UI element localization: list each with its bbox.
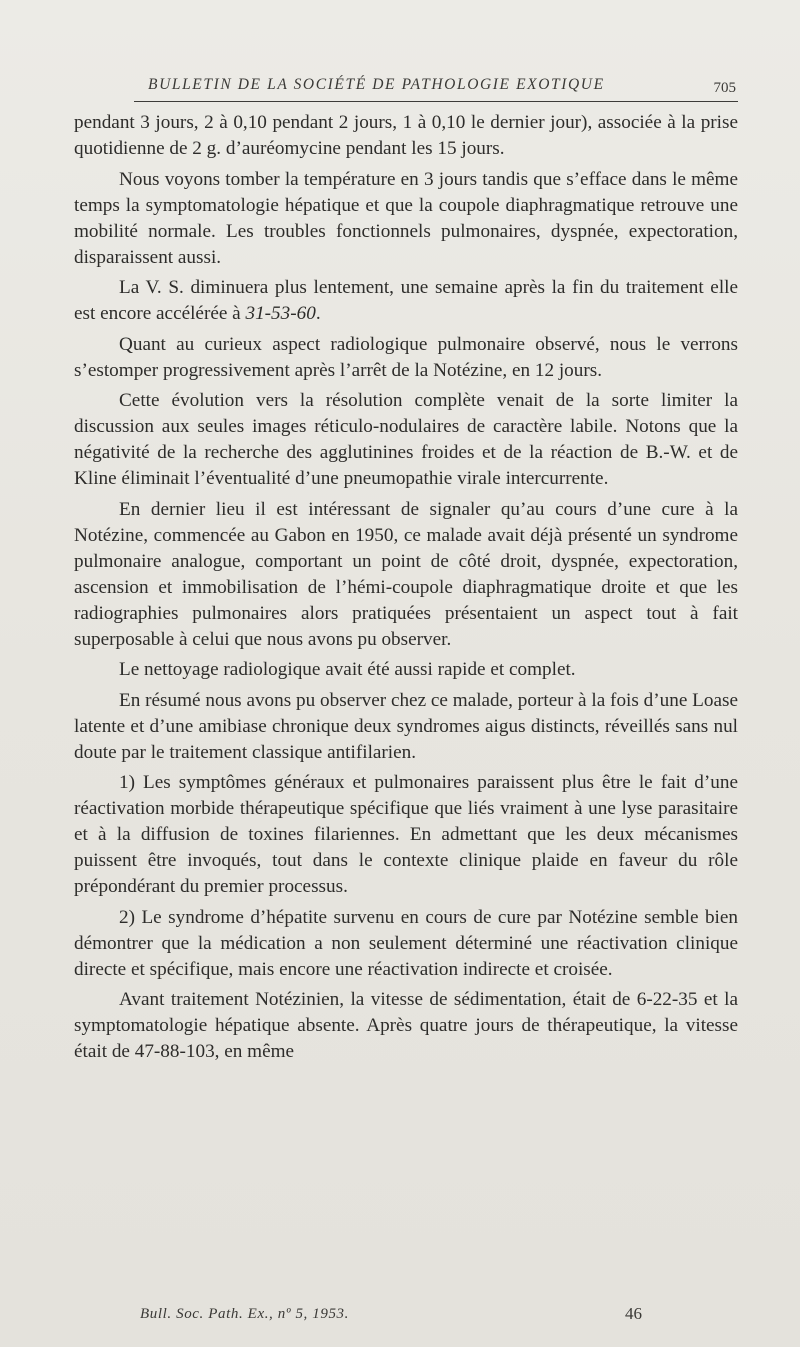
conclusion-point-2: 2) Le syndrome d’hépatite survenu en cours de cure par Notézine semble bien démontrer que la médication a non seulement déterminé une réactivation clinique directe et spécifique, mais encore une réactivation indirecte et croisée. [74, 906, 738, 980]
body-text [74, 110, 738, 1065]
paragraph: Nous voyons tomber la température en 3 jours tandis que s’efface dans le même temps la symptomatologie hépatique et que la coupole diaphragmatique retrouve une mobilité normale. Les troubles fonctionnels pulmonaires, dyspnée, expectoration, disparaissent aussi. [74, 168, 738, 268]
paragraph: Cette évolution vers la résolution complète venait de la sorte limiter la discussion aux seules images réticulo-nodulaires de caractère labile. Notons que la négativité de la recherche des agglutinines froides et de la réaction de B.-W. et de Kline éliminait l’éventualité d’une pneumopathie virale intercurrente. [74, 390, 738, 489]
paragraph: Le nettoyage radiologique avait été aussi rapide et complet. [119, 659, 576, 680]
footer-citation: Bull. Soc. Path. Ex., nº 5, 1953. [140, 1306, 350, 1322]
paragraph: En résumé nous avons pu observer chez ce malade, porteur à la fois d’une Loase latente et d’une amibiase chronique deux syndromes aigus distincts, réveillés sans nul doute par le traitement classique antifilarien. [74, 689, 738, 763]
paragraph: Quant au curieux aspect radiologique pulmonaire observé, nous le verrons s’estomper progressivement après l’arrêt de la Notézine, en 12 jours. [74, 333, 738, 381]
paragraph: Avant traitement Notézinien, la vitesse de sédimentation, était de 6-22-35 et la symptomatologie hépatique absente. Après quatre jours de thérapeutique, la vitesse était de 47-88-103, en même [74, 989, 738, 1062]
conclusion-point-1: 1) Les symptômes généraux et pulmonaires paraissent plus être le fait d’une réactivation morbide thérapeutique spécifique que liés vraiment à une lyse parasitaire et à la diffusion de toxines filariennes. En admettant que les deux mécanismes puissent être invoqués, tout dans le contexte clinique plaide en faveur du rôle prépondérant du premier processus. [74, 772, 738, 897]
paragraph-punct: . [315, 303, 321, 324]
paragraph-text: La V. S. diminuera plus lentement, une semaine après la fin du traitement elle est encore accélérée à [74, 277, 738, 324]
page-number: 705 [713, 80, 736, 96]
paragraph-continuation: pendant 3 jours, 2 à 0,10 pendant 2 jours, 1 à 0,10 le dernier jour), associée à la prise quotidienne de 2 g. d’auréomycine pendant les 15 jours. [74, 112, 738, 159]
sedimentation-value: 31-53-60 [245, 303, 316, 324]
paragraph: En dernier lieu il est intéressant de signaler qu’au cours d’une cure à la Notézine, commencée au Gabon en 1950, ce malade avait déjà présenté un syndrome pulmonaire analogue, comportant un point de côté droit, dyspnée, expectoration, ascension et immobilisation de l’hémi-coupole diaphragmatique droite et que les radiographies pulmonaires alors pratiquées présentaient un aspect tout à fait superposable à celui que nous avons pu observer. [74, 498, 738, 650]
paragraph [74, 275, 738, 327]
header-rule [134, 101, 738, 102]
running-title: BULLETIN DE LA SOCIÉTÉ DE PATHOLOGIE EXOTIQUE [148, 76, 605, 93]
signature-mark: 46 [625, 1304, 642, 1323]
